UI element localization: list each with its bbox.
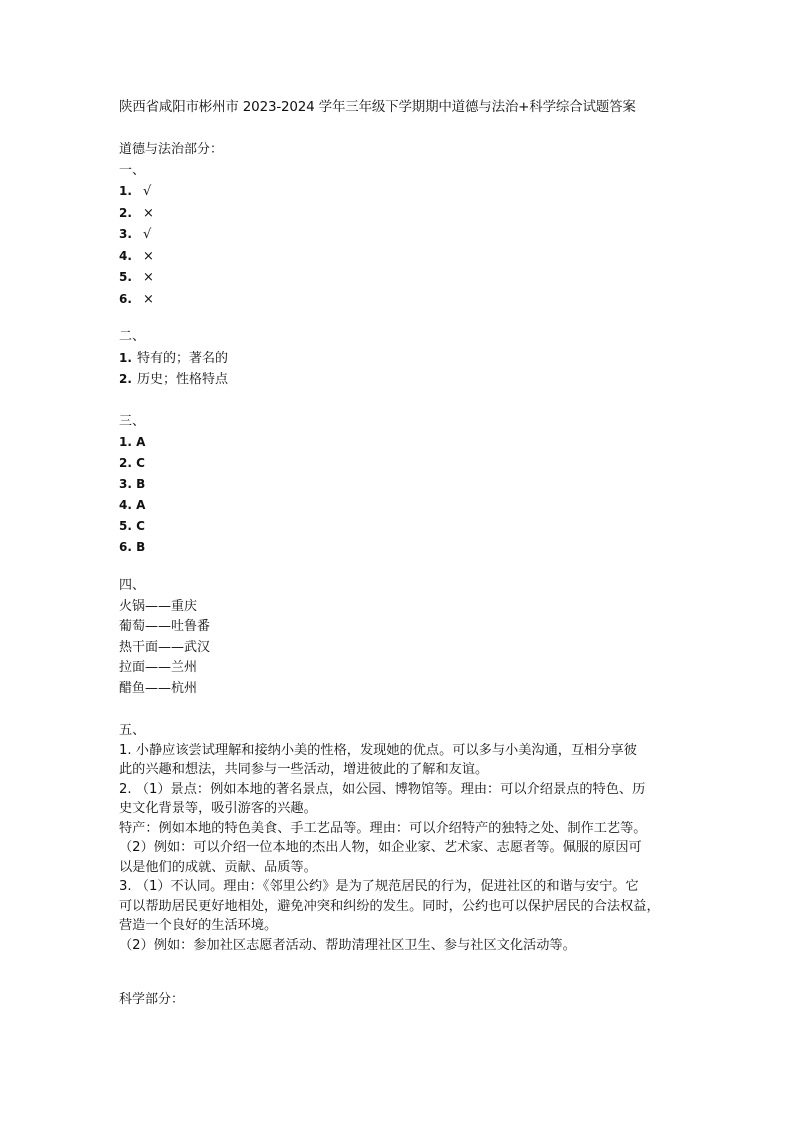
paragraph-line: 3. （1）不认同。理由：《邻里公约》是为了规范居民的行为，促进社区的和谐与安宁。它 <box>119 879 639 894</box>
section-5-block <box>119 721 679 955</box>
list-item: 1. 特有的；著名的 <box>119 350 229 366</box>
list-item: 5. × <box>119 270 154 285</box>
list-item: 1. A <box>119 435 146 449</box>
paragraph-line: （2）例如：可以介绍一位本地的杰出人物，如企业家、艺术家、志愿者等。佩服的原因可 <box>119 840 642 855</box>
part-moral-heading: 道德与法治部分： <box>119 142 224 157</box>
list-item: 醋鱼——杭州 <box>119 680 198 696</box>
list-item: 2. 历史；性格特点 <box>119 372 229 387</box>
list-item: 热干面——武汉 <box>119 639 211 655</box>
part-science-block <box>119 990 184 1011</box>
section-4-heading: 四、 <box>119 578 146 593</box>
section-3-heading: 三、 <box>119 414 146 429</box>
section-1-heading: 一、 <box>119 162 146 178</box>
paragraph-line: 1. 小静应该尝试理解和接纳小美的性格，发现她的优点。可以多与小美沟通，互相分享彼 <box>119 742 637 758</box>
list-item: 4. A <box>119 498 146 512</box>
paragraph-line: 以是他们的成就、贡献、品质等。 <box>119 859 317 875</box>
section-2-heading: 二、 <box>119 329 146 344</box>
paragraph-line: 可以帮助居民更好地相处，避免冲突和纠纷的发生。同时，公约也可以保护居民的合法权益， <box>119 898 660 914</box>
paragraph-line: 此的兴趣和想法，共同参与一些活动，增进彼此的了解和友谊。 <box>119 762 489 777</box>
list-item: 火锅——重庆 <box>119 598 198 614</box>
list-item: 2. × <box>119 205 154 221</box>
list-item: 5. C <box>119 519 145 533</box>
list-item: 拉面——兰州 <box>119 660 198 675</box>
document-title: 陕西省咸阳市彬州市 2023-2024 学年三年级下学期期中道德与法治+科学综合试题答案 <box>119 99 636 115</box>
paragraph-line: 史文化背景等，吸引游客的兴趣。 <box>119 801 317 816</box>
section-5-heading: 五、 <box>119 723 146 738</box>
list-item: 葡萄——吐鲁番 <box>119 619 211 634</box>
list-item: 1. √ <box>119 184 152 199</box>
list-item: 4. × <box>119 248 154 264</box>
paragraph-line: 2. （1）景点：例如本地的著名景点，如公园、博物馆等。理由：可以介绍景点的特色、历 <box>119 781 646 797</box>
list-item: 3. B <box>119 477 146 491</box>
paragraph-line: 特产：例如本地的特色美食、手工艺品等。理由：可以介绍特产的独特之处、制作工艺等。 <box>119 820 647 836</box>
list-item: 2. C <box>119 456 145 470</box>
paragraph-line: （2）例如：参加社区志愿者活动、帮助清理社区卫生、参与社区文化活动等。 <box>119 937 576 953</box>
section-4-block <box>119 576 210 699</box>
list-item: 6. × <box>119 291 154 307</box>
paragraph-line: 营造一个良好的生活环境。 <box>119 918 278 933</box>
section-3-block <box>119 411 145 558</box>
section-2-block <box>119 327 228 391</box>
part-science-heading: 科学部分： <box>119 992 185 1007</box>
section-1-block <box>119 140 223 310</box>
list-item: 3. √ <box>119 227 152 242</box>
list-item: 6. B <box>119 540 146 554</box>
